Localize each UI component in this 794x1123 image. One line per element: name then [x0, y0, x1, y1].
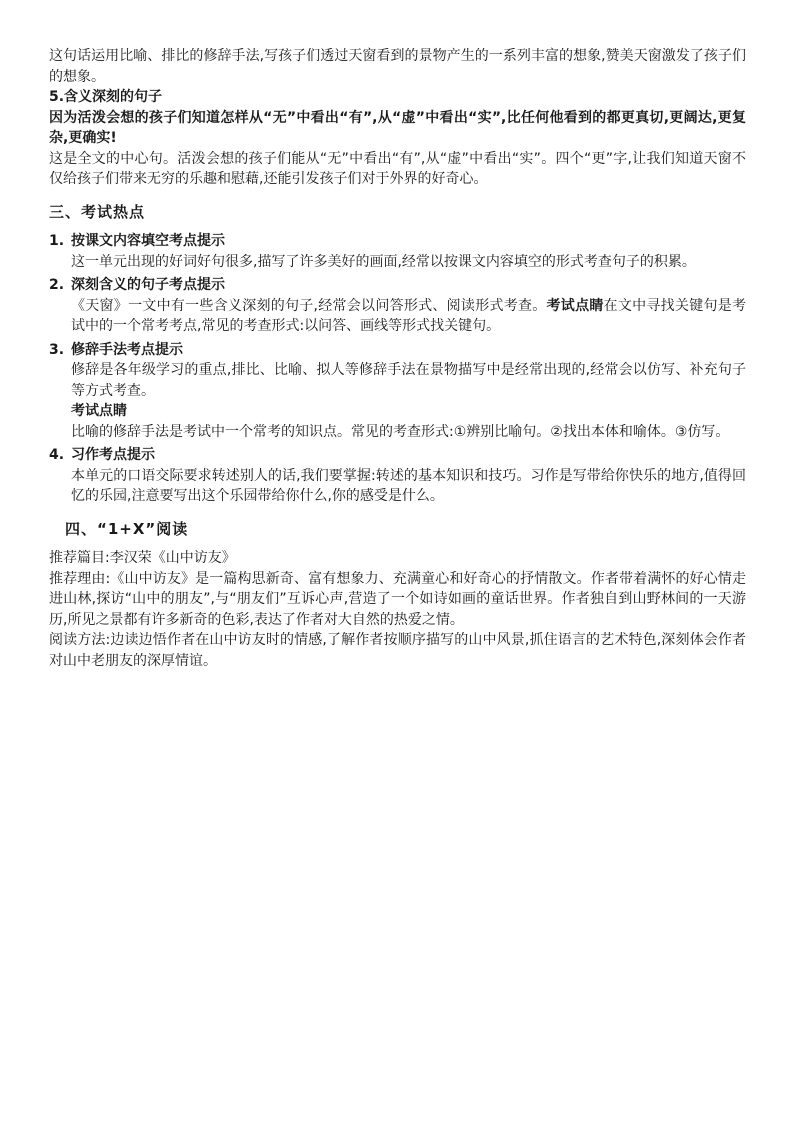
recommended-article: 推荐篇目:李汉荣《山中访友》 — [49, 550, 236, 566]
exam-tip-label: 考试点睛 — [546, 297, 604, 314]
reading-method: 阅读方法:边读边悟作者在山中访友时的情感,了解作者按顺序描写的山中风景,抓住语言的艺术特色,深刻体会作者对山中老朋友的深厚情谊。 — [49, 632, 746, 669]
exam-item-2 — [49, 275, 746, 337]
key-quote: 因为活泼会想的孩子们知道怎样从“无”中看出“有”,从“虚”中看出“实”,比任何他看到的都更真切,更阔达,更复杂,更确实! — [49, 109, 746, 146]
quote-explanation: 这是全文的中心句。活泼会想的孩子们能从“无”中看出“有”,从“虚”中看出“实”。四个“更”字,让我们知道天窗不仅给孩子们带来无穷的乐趣和慰藉,还能引发孩子们对于外界的好奇心。 — [49, 150, 746, 187]
exam-tip-heading: 考试点睛 — [71, 403, 127, 419]
exam-tip-text: 比喻的修辞手法是考试中一个常考的知识点。常见的考查形式:①辨别比喻句。②找出本体和喻体。③仿写。 — [71, 423, 730, 440]
item-number: 4. — [49, 447, 65, 463]
section-3-title: 三、考试热点 — [49, 202, 146, 221]
item-text: 《天窗》一文中有一些含义深刻的句子,经常会以问答形式、阅读形式考查。考试点睛在文中寻找关键句是考试中的一个常考考点,常见的考查形式:以问答、画线等形式找关键句。 — [71, 297, 747, 334]
exam-item-1 — [49, 231, 746, 272]
recommendation-reason: 推荐理由:《山中访友》是一篇构思新奇、富有想象力、充满童心和好奇心的抒情散文。作者带着满怀的好心情走进山林,探访“山中的朋友”,与“朋友们”互诉心声,营造了一个如诗如画的童话世界。作者独自到山野林间的一天游历,所见之景都有许多新奇的色彩,表达了作者对大自然的热爱之情。 — [49, 570, 746, 628]
item-title: 习作考点提示 — [71, 447, 155, 463]
item-title: 深刻含义的句子考点提示 — [71, 277, 225, 293]
exam-item-3 — [49, 340, 746, 443]
item-number: 3. — [49, 341, 65, 358]
section-4-title: 四、“1+X”阅读 — [65, 519, 189, 538]
item-number: 1. — [49, 233, 65, 249]
item-text: 修辞是各年级学习的重点,排比、比喻、拟人等修辞手法在景物描写中是经常出现的,经常会以仿写、补充句子等方式考查。 — [71, 362, 746, 399]
exam-item-4 — [49, 445, 746, 507]
item-text: 本单元的口语交际要求转述别人的话,我们要掌握:转述的基本知识和技巧。习作是写带给你快乐的地方,值得回忆的乐园,注意要写出这个乐园带给你什么,你的感受是什么。 — [71, 467, 746, 504]
intro-paragraph: 这句话运用比喻、排比的修辞手法,写孩子们透过天窗看到的景物产生的一系列丰富的想象,赞美天窗激发了孩子们的想象。 — [49, 48, 746, 85]
item-title: 修辞手法考点提示 — [71, 341, 183, 358]
item-title: 按课文内容填空考点提示 — [71, 233, 225, 249]
heading-meaningful-sentences: 5.含义深刻的句子 — [49, 89, 163, 105]
item-number: 2. — [49, 277, 65, 293]
item-text: 这一单元出现的好词好句很多,描写了许多美好的画面,经常以按课文内容填空的形式考查句子的积累。 — [71, 253, 696, 270]
